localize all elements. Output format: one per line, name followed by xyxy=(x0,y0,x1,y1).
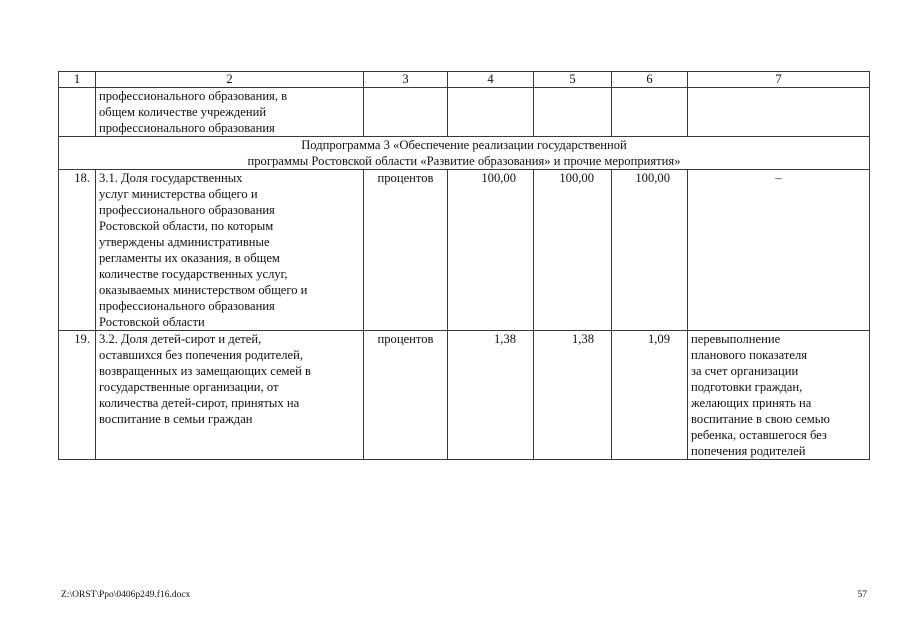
description-line: количестве государственных услуг, xyxy=(99,267,288,281)
row-number: 19. xyxy=(59,331,96,460)
subprogram-title-cell xyxy=(59,137,870,170)
table-row xyxy=(59,331,870,460)
description-line: Ростовской области, по которым xyxy=(99,219,274,233)
indicator-table xyxy=(58,71,870,460)
value-col5: 100,00 xyxy=(534,170,612,331)
description-line: 3.1. Доля государственных xyxy=(99,171,243,185)
row-number: 18. xyxy=(59,170,96,331)
description-line: 3.2. Доля детей-сирот и детей, xyxy=(99,332,262,346)
continuation-desc-cell xyxy=(96,88,364,137)
description-line: Ростовской области xyxy=(99,315,205,329)
note-line: – xyxy=(775,171,782,185)
value-col6: 100,00 xyxy=(612,170,688,331)
note-line: за счет организации xyxy=(691,364,799,378)
unit-cell: процентов xyxy=(364,170,448,331)
description-line: воспитание в семьи граждан xyxy=(99,412,253,426)
note-line: ребенка, оставшегося без xyxy=(691,428,827,442)
header-cell-7: 7 xyxy=(688,72,870,88)
table-row xyxy=(59,170,870,331)
description-line: государственные организации, от xyxy=(99,380,279,394)
continuation-num-cell xyxy=(59,88,96,137)
description-spacer xyxy=(99,443,360,459)
continuation-line: профессионального образования, в xyxy=(99,89,288,103)
continuation-row xyxy=(59,88,870,137)
continuation-unit-cell xyxy=(364,88,448,137)
value-col6: 1,09 xyxy=(612,331,688,460)
continuation-note-cell xyxy=(688,88,870,137)
header-cell-6: 6 xyxy=(612,72,688,88)
subprogram-title-line: Подпрограмма 3 «Обеспечение реализации государственной xyxy=(301,138,627,152)
value-col4: 100,00 xyxy=(448,170,534,331)
description-spacer xyxy=(99,427,360,443)
table-header-row xyxy=(59,72,870,88)
unit-cell: процентов xyxy=(364,331,448,460)
header-cell-5: 5 xyxy=(534,72,612,88)
description-line: регламенты их оказания, в общем xyxy=(99,251,280,265)
continuation-line: общем количестве учреждений xyxy=(99,105,267,119)
note-line: перевыполнение xyxy=(691,332,781,346)
continuation-v6-cell xyxy=(612,88,688,137)
description-line: возвращенных из замещающих семей в xyxy=(99,364,311,378)
note-cell xyxy=(688,170,870,331)
note-line: планового показателя xyxy=(691,348,808,362)
note-line: подготовки граждан, xyxy=(691,380,803,394)
description-line: профессионального образования xyxy=(99,299,275,313)
note-line: желающих принять на xyxy=(691,396,812,410)
note-line: воспитание в свою семью xyxy=(691,412,830,426)
description-line: профессионального образования xyxy=(99,203,275,217)
note-line: попечения родителей xyxy=(691,444,806,458)
continuation-v5-cell xyxy=(534,88,612,137)
description-line: оказываемых министерством общего и xyxy=(99,283,308,297)
page-number: 57 xyxy=(857,590,867,600)
indicator-description xyxy=(96,331,364,460)
indicator-description xyxy=(96,170,364,331)
header-cell-3: 3 xyxy=(364,72,448,88)
subprogram-title-line: программы Ростовской области «Развитие образования» и прочие мероприятия» xyxy=(247,154,681,168)
value-col4: 1,38 xyxy=(448,331,534,460)
continuation-v4-cell xyxy=(448,88,534,137)
continuation-line: профессионального образования xyxy=(99,121,275,135)
subprogram-section-row xyxy=(59,137,870,170)
description-line: услуг министерства общего и xyxy=(99,187,258,201)
description-line: оставшихся без попечения родителей, xyxy=(99,348,304,362)
header-cell-2: 2 xyxy=(96,72,364,88)
description-line: количества детей-сирот, принятых на xyxy=(99,396,300,410)
description-line: утверждены административные xyxy=(99,235,270,249)
header-cell-4: 4 xyxy=(448,72,534,88)
footer-file-path: Z:\ORST\Ppo\0406p249.f16.docx xyxy=(61,590,191,600)
note-cell xyxy=(688,331,870,460)
value-col5: 1,38 xyxy=(534,331,612,460)
header-cell-1: 1 xyxy=(59,72,96,88)
